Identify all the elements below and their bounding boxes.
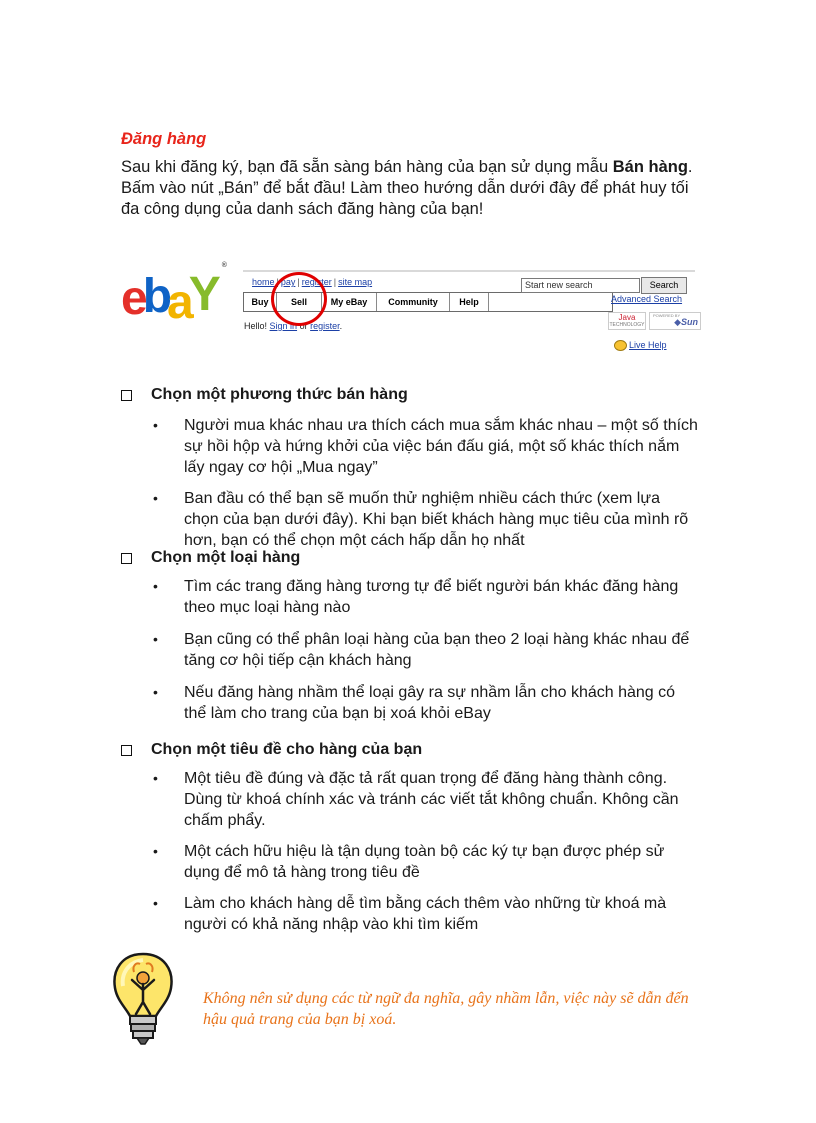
link-pay[interactable]: pay bbox=[280, 277, 296, 287]
list-item bbox=[153, 576, 699, 618]
tip-text: Không nên sử dụng các từ ngữ đa nghĩa, gây nhầm lẫn, việc này sẽ dẫn đến hậu quả trang của bạn bị xoá. bbox=[203, 990, 689, 1028]
list-item bbox=[153, 415, 699, 478]
logo-b: b bbox=[142, 270, 168, 323]
list-item bbox=[153, 682, 699, 724]
java-sub-label: TECHNOLOGY bbox=[609, 322, 645, 328]
section-title bbox=[121, 385, 711, 405]
bullet-icon: • bbox=[153, 417, 158, 433]
java-badge bbox=[608, 312, 646, 330]
list-item-text: Bạn cũng có thể phân loại hàng của bạn theo 2 loại hàng khác nhau để tăng cơ hội tiếp cận khách hàng bbox=[184, 631, 690, 669]
bullet-icon: • bbox=[153, 631, 158, 647]
list-item-text: Tìm các trang đăng hàng tương tự để biết người bán khác đăng hàng theo mục loại hàng nào bbox=[184, 578, 679, 616]
logo-y: Y bbox=[188, 268, 216, 321]
tab-buy[interactable]: Buy bbox=[244, 293, 277, 311]
tab-my-ebay[interactable]: My eBay bbox=[322, 293, 377, 311]
bullet-icon: • bbox=[153, 770, 158, 786]
list-item-text: Nếu đăng hàng nhầm thể loại gây ra sự nhầm lẫn cho khách hàng có thể làm cho trang của bạn bị xoá khỏi eBay bbox=[184, 684, 676, 722]
checkbox-icon bbox=[121, 553, 132, 564]
hello-line: Hello! Sign in or register. bbox=[244, 321, 343, 331]
checkbox-icon bbox=[121, 745, 132, 756]
section-title-choice bbox=[121, 740, 711, 935]
list-item bbox=[153, 629, 699, 671]
section-title-text: Chọn một tiêu đề cho hàng của bạn bbox=[151, 741, 423, 758]
or-text: or bbox=[299, 321, 308, 331]
section-title bbox=[121, 740, 711, 760]
advanced-search-link[interactable]: Advanced Search bbox=[611, 294, 683, 304]
ebay-top-links: home | pay | register | site map bbox=[252, 277, 373, 287]
list-item-text: Một tiêu đề đúng và đặc tả rất quan trọng để đăng hàng thành công. Dùng từ khoá chính xác và tránh các viết tắt không chuẩn. Không cần chấm phẩy. bbox=[184, 770, 679, 829]
list-item-text: Một cách hữu hiệu là tận dụng toàn bộ các ký tự bạn được phép sử dụng để mô tả hàng trong tiêu đề bbox=[184, 843, 665, 881]
ebay-logo bbox=[121, 262, 227, 329]
section-category bbox=[121, 548, 711, 724]
intro-text-1: Sau khi đăng ký, bạn đã sẵn sàng bán hàng của bạn sử dụng mẫu bbox=[121, 158, 613, 176]
search-input[interactable]: Start new search bbox=[521, 278, 640, 293]
logo-a: a bbox=[167, 276, 189, 329]
bullet-icon: • bbox=[153, 895, 158, 911]
list-item bbox=[153, 841, 699, 883]
link-site-map[interactable]: site map bbox=[338, 277, 373, 287]
section-title-text: Chọn một phương thức bán hàng bbox=[151, 386, 408, 403]
sun-sub-label: POWERED BY bbox=[653, 313, 681, 318]
ebay-screenshot bbox=[121, 262, 699, 358]
list-item bbox=[153, 488, 699, 551]
intro-text-2: . Bấm vào nút „Bán” để bắt đầu! Làm theo hướng dẫn dưới đây để phát huy tối đa công dụng của danh sách đăng hàng của bạn! bbox=[121, 158, 693, 218]
java-label: Java bbox=[618, 313, 636, 322]
live-help-link[interactable] bbox=[629, 340, 667, 350]
sun-logo-icon: ◆ bbox=[674, 317, 681, 327]
link-register[interactable]: register bbox=[301, 277, 332, 287]
ebay-top-rule bbox=[243, 270, 695, 272]
intro-paragraph bbox=[121, 157, 711, 220]
list-item bbox=[153, 768, 699, 831]
tab-sell[interactable]: Sell bbox=[277, 293, 322, 311]
list-item bbox=[153, 893, 699, 935]
lightbulb-tip-icon bbox=[106, 950, 180, 1046]
logo-e: e bbox=[121, 272, 143, 325]
section-title-text: Chọn một loại hàng bbox=[151, 549, 301, 566]
bullet-icon: • bbox=[153, 684, 158, 700]
page-heading: Đăng hàng bbox=[121, 130, 207, 148]
sign-in-link[interactable]: Sign in bbox=[269, 321, 298, 331]
sell-highlight-circle bbox=[271, 272, 327, 326]
bullet-icon: • bbox=[153, 843, 158, 859]
bullet-icon: • bbox=[153, 578, 158, 594]
hello-text: Hello! bbox=[244, 321, 268, 331]
bullet-icon: • bbox=[153, 490, 158, 506]
tab-help[interactable]: Help bbox=[450, 293, 489, 311]
sun-badge bbox=[649, 312, 701, 330]
list-item-text: Làm cho khách hàng dễ tìm bằng cách thêm vào những từ khoá mà người có khả năng nhập vào khi tìm kiếm bbox=[184, 895, 667, 933]
section-selling-method bbox=[121, 385, 711, 551]
search-button[interactable]: Search bbox=[641, 277, 687, 294]
tab-community[interactable]: Community bbox=[377, 293, 450, 311]
live-help-icon bbox=[614, 340, 627, 351]
link-home[interactable]: home bbox=[252, 277, 275, 287]
list-item-text: Người mua khác nhau ưa thích cách mua sắm khác nhau – một số thích sự hồi hộp và hứng khởi của việc bán đấu giá, một số khác thích nắm lấy ngay cơ hội „Mua ngay” bbox=[184, 417, 698, 476]
section-title bbox=[121, 548, 711, 568]
sun-label: Sun bbox=[681, 317, 698, 327]
checkbox-icon bbox=[121, 390, 132, 401]
live-help-label: Live Help bbox=[629, 340, 667, 350]
list-item-text: Ban đầu có thể bạn sẽ muốn thử nghiệm nhiều cách thức (xem lựa chọn của bạn dưới đây). Khi bạn biết khách hàng mục tiêu của mình rõ hơn, bạn có thể chọn một cách hấp dẫn họ nhất bbox=[184, 490, 689, 549]
logo-registered: ® bbox=[221, 262, 227, 269]
register-link[interactable]: register bbox=[310, 321, 340, 331]
intro-bold: Bán hàng bbox=[612, 158, 688, 176]
